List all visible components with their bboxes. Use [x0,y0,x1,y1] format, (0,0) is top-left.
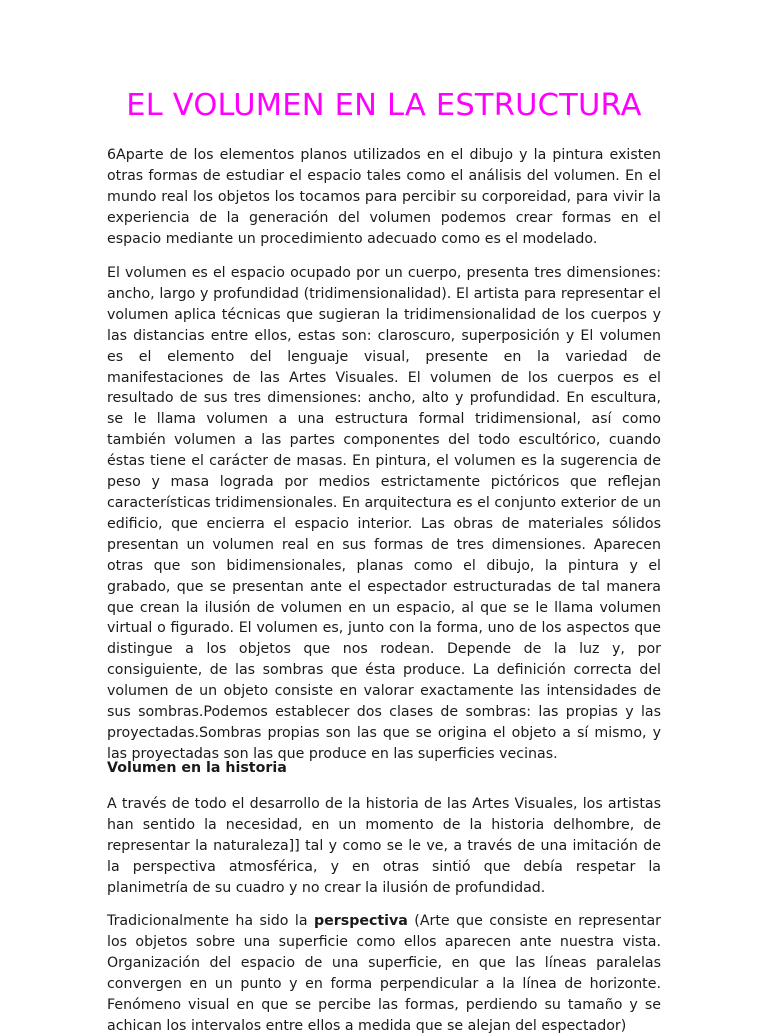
paragraph-perspective [107,911,661,1036]
perspective-keyword: perspectiva [313,913,408,929]
document-title: EL VOLUMEN EN LA ESTRUCTURA [126,88,642,123]
paragraph-volume-definition: El volumen es el espacio ocupado por un cuerpo, presenta tres dimensiones: ancho, largo y profundidad (tridimensionalidad). El artista para representar el volumen aplica técnicas que sugieran la tridimensionalidad de los cuerpos y las distancias entre ellos, estas son: claroscuro, superposición y El volumen es el elemento del lenguaje visual, presente en la variedad de manifestaciones de las Artes Visuales. El volumen de los cuerpos es el resultado de sus tres dimensiones: ancho, alto y profundidad. En escultura, se le llama volumen a una estructura formal tridimensional, así como también volumen a las partes componentes del todo escultórico, cuando éstas tiene el carácter de masas. En pintura, el volumen es la sugerencia de peso y masa lograda por medios estrictamente pictóricos que reflejan características tridimensionales. En arquitectura es el conjunto exterior de un edificio, que encierra el espacio interior. Las obras de materiales sólidos presentan un volumen real en sus formas de tres dimensiones. Aparecen otras que son bidimensionales, planas como el dibujo, la pintura y el grabado, que se presentan ante el espectador estructuradas de tal manera que crean la ilusión de volumen en un espacio, al que se le llama volumen virtual o figurado. El volumen es, junto con la forma, uno de los aspectos que distingue a los objetos que nos rodean. Depende de la luz y, por consiguiente, de las sombras que ésta produce. La definición correcta del volumen de un objeto consiste en valorar exactamente las intensidades de sus sombras.Podemos establecer dos clases de sombras: las propias y las proyectadas.Sombras propias son las que se origina el objeto a sí mismo, y las proyectadas son las que produce en las superficies vecinas. [107,265,661,762]
section-heading: Volumen en la historia [107,760,287,776]
paragraph-intro: 6Aparte de los elementos planos utilizados en el dibujo y la pintura existen otras formas de estudiar el espacio tales como el análisis del volumen. En el mundo real los objetos los tocamos para percibir su corporeidad, para vivir la experiencia de la generación del volumen podemos crear formas en el espacio mediante un procedimiento adecuado como es el modelado. [107,147,661,247]
paragraph-perspective-lead: Tradicionalmente ha sido la [107,913,314,929]
paragraph-history: A través de todo el desarrollo de la historia de las Artes Visuales, los artistas han sentido la necesidad, en un momento de la historia delhombre, de representar la naturaleza]] tal y como se le ve, a través de una imitación de la perspectiva atmosférica, y en otras sintió que debía respetar la planimetría de su cuadro y no crear la ilusión de profundidad. [107,796,661,896]
paragraph-perspective-rest: (Arte que consiste en representar los objetos sobre una superficie como ellos aparecen ante nuestra vista. Organización del espacio de una superficie, en que las líneas paralelas convergen en un punto y en forma perpendicular a la línea de horizonte. Fenómeno visual en que se percibe las formas, perdiendo su tamaño y se achican los intervalos entre ellos a medida que se alejan del espectador) [107,913,661,1034]
